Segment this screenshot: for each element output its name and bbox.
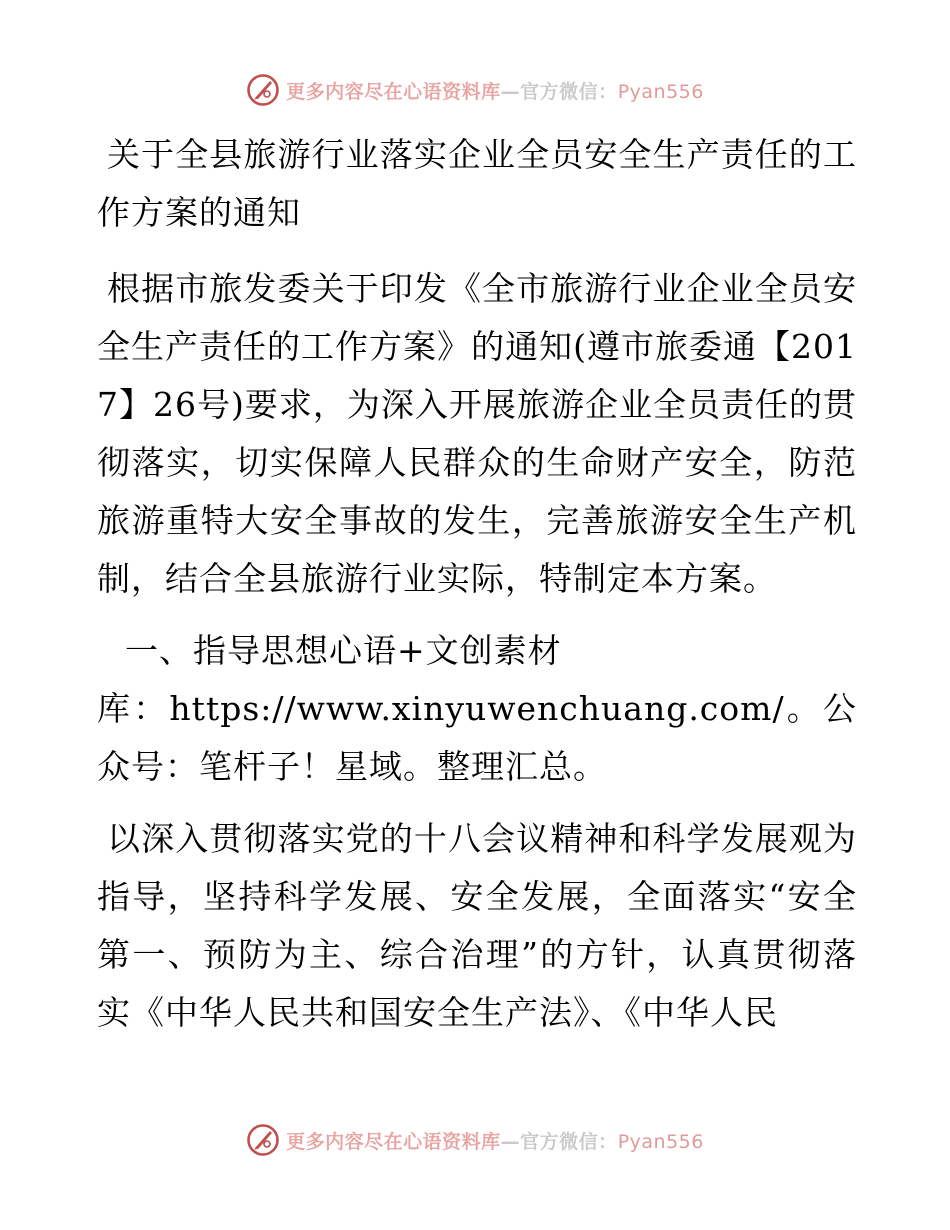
watermark-brand: 更多内容尽在心语资料库 [286,1130,501,1153]
watermark-official-label: 官方微信 [520,1130,599,1153]
watermark-text [286,1127,704,1154]
document-title: 关于全县旅游行业落实企业全员安全生产责任的工作方案的通知 [97,135,857,232]
watermark [246,73,704,107]
quill-circle-icon [246,73,280,107]
section-heading-guiding-thought: 一、指导思想心语+文创素材 [125,631,562,670]
watermark-text [286,77,704,104]
watermark-separator: — [500,80,521,103]
watermark-banner-bottom [0,1118,950,1162]
watermark-brand: 更多内容尽在心语资料库 [286,80,501,103]
intro-paragraph: 根据市旅发委关于印发《全市旅游行业企业全员安全生产责任的工作方案》的通知(遵市旅委通【2017】26号)要求，为深入开展旅游企业全员责任的贯彻落实，切实保障人民群众的生命财产安全，防范旅游重特大安全事故的发生，完善旅游安全生产机制，结合全县旅游行业实际，特制定本方案。 [97,269,857,598]
watermark-wechat-id: Pyan556 [617,1130,704,1153]
watermark-colon: ： [598,80,618,103]
document-body [97,126,857,1042]
watermark-separator: — [500,1130,521,1153]
library-source-line: 库：https://www.xinyuwenchuang.com/。公众号：笔杆子！星域。整理汇总。 [97,689,857,786]
guiding-thought-paragraph: 以深入贯彻落实党的十八会议精神和科学发展观为指导，坚持科学发展、安全发展，全面落实“安全第一、预防为主、综合治理”的方针，认真贯彻落实《中华人民共和国安全生产法》、《中华人民 [97,819,857,1032]
watermark [246,1123,704,1157]
watermark-banner-top [0,68,950,112]
watermark-colon: ： [598,1130,618,1153]
watermark-official-label: 官方微信 [520,80,599,103]
watermark-wechat-id: Pyan556 [617,80,704,103]
quill-circle-icon [246,1123,280,1157]
